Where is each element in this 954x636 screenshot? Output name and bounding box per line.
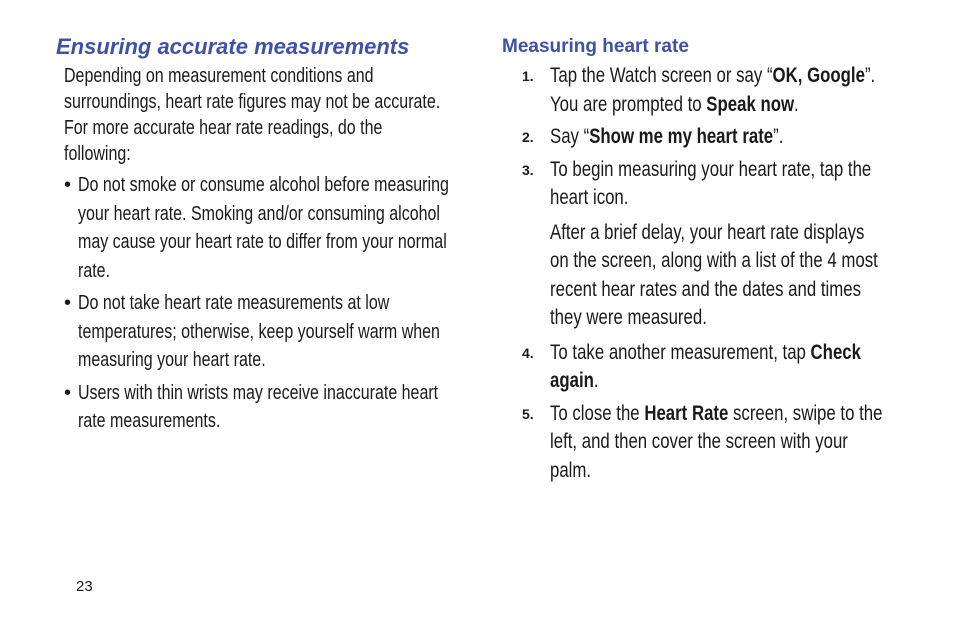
tip-line: Users with thin wrists may receive inaccurate heart	[78, 381, 439, 404]
step-keyword: Speak now	[706, 92, 795, 116]
step-text: heart icon.	[550, 186, 629, 209]
step-number: 4.	[522, 344, 534, 361]
step-text: ”.	[773, 125, 784, 148]
step-number: 5.	[522, 405, 534, 422]
tips-list	[64, 171, 466, 436]
intro-paragraph	[64, 63, 466, 167]
left-column	[56, 34, 466, 440]
step-2	[502, 123, 922, 152]
step-text: screen, swipe to the	[728, 401, 883, 425]
step-text: palm.	[550, 458, 592, 482]
intro-line: surroundings, heart rate figures may not be accurate.	[64, 91, 441, 113]
step-text: You are prompted to	[550, 92, 707, 116]
step-text: To close the	[550, 401, 645, 425]
step-3	[502, 156, 922, 333]
intro-line: Depending on measurement conditions and	[64, 65, 374, 87]
step-number: 2.	[522, 129, 534, 145]
bullet-icon: •	[64, 381, 72, 404]
step-keyword: Show me my heart rate	[589, 125, 774, 148]
step-text: Say “	[550, 125, 590, 148]
step-keyword: Check	[810, 340, 861, 364]
step-1	[502, 62, 922, 119]
tip-item-smoking	[64, 171, 466, 285]
tip-line: Do not smoke or consume alcohol before measuring	[78, 174, 449, 196]
step-5	[502, 400, 922, 486]
step-text: left, and then cover the screen with your	[550, 430, 848, 453]
right-column	[502, 34, 922, 489]
step-keyword: again	[550, 369, 594, 392]
step-4	[502, 339, 922, 396]
tip-line: may cause your heart rate to differ from your normal	[78, 231, 447, 253]
step-number: 3.	[522, 161, 534, 178]
step-text: ”.	[864, 64, 876, 87]
bullet-icon: •	[64, 292, 72, 314]
steps-list	[502, 62, 922, 485]
note-line: recent hear rates and the dates and times	[550, 277, 861, 301]
bullet-icon: •	[64, 174, 72, 196]
tip-line: temperatures; otherwise, keep yourself warm when	[78, 320, 440, 343]
tip-item-wrists	[64, 379, 466, 436]
step-text: To begin measuring your heart rate, tap the	[550, 157, 872, 181]
tip-line: measuring your heart rate.	[78, 349, 266, 371]
tip-line: Do not take heart rate measurements at low	[78, 292, 390, 314]
step-text: .	[593, 369, 599, 392]
page-number: 23	[76, 578, 93, 595]
step-keyword: Heart Rate	[644, 401, 729, 425]
step-text: Tap the Watch screen or say “	[550, 64, 773, 87]
note-line: on the screen, along with a list of the 4 most	[550, 249, 878, 272]
step-keyword: OK, Google	[772, 64, 865, 87]
step-text: To take another measurement, tap	[550, 340, 811, 364]
tip-item-temperature	[64, 289, 466, 375]
intro-line: For more accurate hear rate readings, do the	[64, 117, 383, 139]
tip-line: rate measurements.	[78, 410, 221, 432]
step-text: .	[794, 92, 799, 116]
note-line: After a brief delay, your heart rate displays	[550, 220, 865, 244]
section-heading-measuring: Measuring heart rate	[502, 36, 689, 57]
step-note	[550, 219, 922, 333]
tip-line: your heart rate. Smoking and/or consuming alcohol	[78, 202, 440, 225]
note-line: they were measured.	[550, 306, 707, 329]
step-number: 1.	[522, 68, 534, 84]
intro-line: following:	[64, 143, 131, 165]
section-heading-accuracy: Ensuring accurate measurements	[56, 34, 410, 59]
tip-line: rate.	[78, 259, 111, 282]
